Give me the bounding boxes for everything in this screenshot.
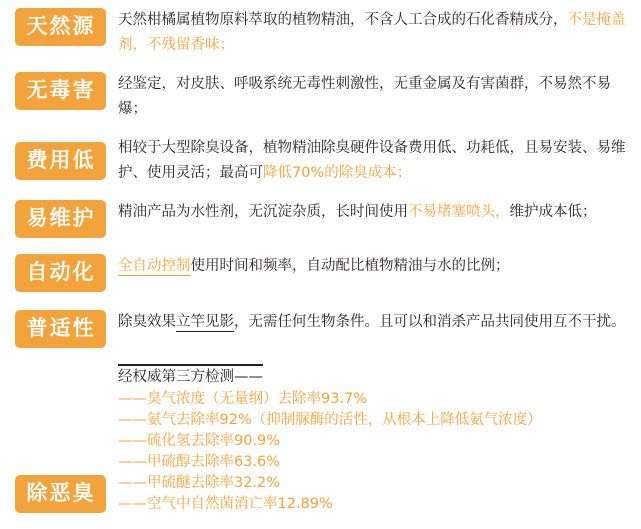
feature-text-natural-source (118, 8, 641, 58)
text-segment: 除臭效果 (118, 314, 176, 330)
badge-low-cost: 费用低 (15, 142, 106, 180)
feature-text-low-cost (118, 136, 641, 186)
feature-text-automation (118, 254, 641, 279)
tag-cell-deodorize (0, 395, 118, 515)
text-segment: 维护成本低； (509, 204, 597, 220)
text-segment: 精油产品为水性剂，无沉淀杂质，长时间使用 (118, 204, 408, 220)
feature-row-natural-source (0, 8, 641, 58)
tag-cell-low-cost (0, 142, 118, 180)
text-segment-highlight: 不是掩盖剂，不残留香味； (118, 12, 626, 53)
feature-row-low-cost (0, 136, 641, 186)
text-segment: 使用时间和频率，自动配比植物精油与水的比例； (190, 258, 510, 274)
text-segment: 相较于大型除臭设备，植物精油除臭硬件设备费用低、功耗低，且易安装、易维护、使用灵活；最高可 (118, 140, 626, 181)
feature-row-deodorize (0, 364, 641, 515)
text-segment-highlight: 不易堵塞喷头， (408, 204, 510, 220)
feature-row-easy-maintenance (0, 200, 641, 238)
deodorize-test-results (118, 364, 641, 515)
badge-deodorize: 除恶臭 (15, 475, 106, 513)
deodorize-item: ——硫化氢去除率90.9% (118, 433, 281, 449)
feature-list-page (0, 8, 641, 529)
badge-easy-maintenance: 易维护 (15, 200, 106, 238)
text-segment: 天然柑橘属植物原料萃取的植物精油，不含人工合成的石化香精成分， (118, 12, 568, 28)
deodorize-item: ——臭气浓度（无量纲）去除率93.7% (118, 391, 368, 407)
deodorize-heading: 经权威第三方检测—— (118, 364, 263, 388)
text-segment-highlight: 降低70%的除臭成本； (263, 165, 412, 181)
deodorize-heading-wrap (118, 364, 633, 389)
feature-row-automation (0, 254, 641, 292)
badge-automation: 自动化 (15, 254, 106, 292)
tag-cell-easy-maintenance (0, 200, 118, 238)
tag-cell-natural-source (0, 8, 118, 46)
text-segment-underlined: 全自动控制 (118, 258, 191, 274)
tag-cell-universality (0, 310, 118, 348)
badge-natural-source: 天然源 (15, 8, 106, 46)
text-segment: 经鉴定，对皮肤、呼吸系统无毒性刺激性，无重金属及有害菌群，不易然不易爆； (118, 76, 611, 117)
feature-row-universality (0, 310, 641, 348)
feature-text-easy-maintenance (118, 200, 641, 225)
deodorize-item: ——氨气去除率92%（抑制脲酶的活性，从根本上降低氨气浓度） (118, 412, 542, 428)
badge-universality: 普适性 (15, 310, 106, 348)
tag-cell-automation (0, 254, 118, 292)
text-segment-underlined: 立竿见影 (176, 314, 234, 330)
feature-text-non-toxic (118, 72, 641, 122)
feature-text-universality (118, 310, 641, 335)
deodorize-item: ——空气中自然菌消亡率12.89% (118, 496, 333, 512)
feature-row-non-toxic (0, 72, 641, 122)
deodorize-item: ——甲硫醚去除率32.2% (118, 475, 281, 491)
badge-non-toxic: 无毒害 (15, 72, 106, 110)
text-segment: ，无需任何生物条件。且可以和消杀产品共同使用互不干扰。 (234, 314, 626, 330)
deodorize-item: ——甲硫醇去除率63.6% (118, 454, 281, 470)
tag-cell-non-toxic (0, 72, 118, 110)
